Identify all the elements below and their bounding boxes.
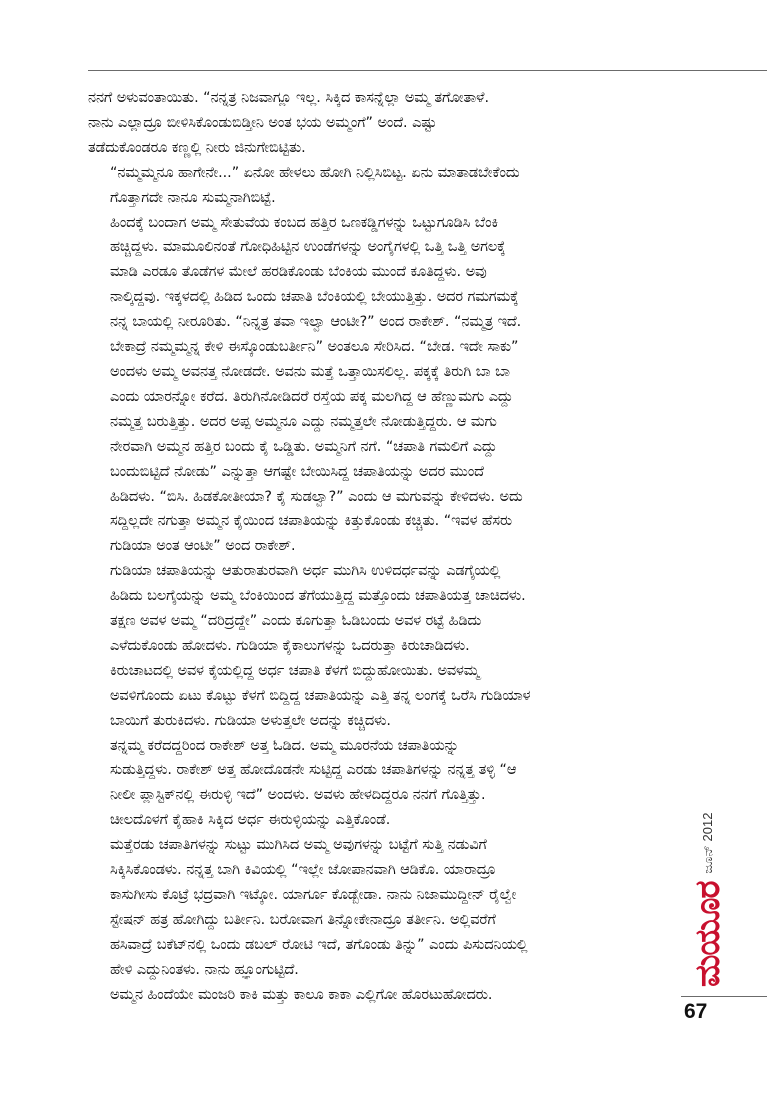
text-line: ಬಾಯಿಗೆ ತುರುಕಿದಳು. ಗುಡಿಯಾ ಅಳುತ್ತಲೇ ಅದನ್ನು ಕಚ್ಚಿದಳು. bbox=[110, 712, 391, 729]
paragraph bbox=[88, 983, 648, 1008]
text-line: ನಾಲ್ಕಿದ್ದವು. ಇಕ್ಕಳದಲ್ಲಿ ಹಿಡಿದ ಒಂದು ಚಪಾತಿ ಬೆಂಕಿಯಲ್ಲಿ ಬೇಯುತ್ತಿತ್ತು. ಅದರ ಗಮಗಮಕ್ಕೆ bbox=[110, 289, 519, 306]
text-line: ನೀಲೀ ಪ್ಲಾಸ್ಟಿಕ್‌ನಲ್ಲಿ ಈರುಳ್ಳಿ ಇದೆ” ಅಂದಳು. ಅವಳು ಹೇಳದಿದ್ದರೂ ನನಗೆ ಗೊತ್ತಿತ್ತು. bbox=[110, 787, 486, 804]
text-line: ತಕ್ಷಣ ಅವಳ ಅಮ್ಮ “ದರಿದ್ರದ್ದೇ” ಎಂದು ಕೂಗುತ್ತಾ ಓಡಿಬಂದು ಅವಳ ರಟ್ಟೆ ಹಿಡಿದು bbox=[110, 613, 482, 630]
text-line: ತಡೆದುಕೊಂಡರೂ ಕಣ್ಣಲ್ಲಿ ನೀರು ಜಿನುಗೇಬಿಟ್ಟಿತು. bbox=[88, 139, 306, 156]
text-line: ನೇರವಾಗಿ ಅಮ್ಮನ ಹತ್ತಿರ ಬಂದು ಕೈ ಒಡ್ಡಿತು. ಅಮ್ಮನಿಗೆ ನಗೆ. “ಚಪಾತಿ ಗಮಲಿಗೆ ಎದ್ದು bbox=[110, 438, 497, 455]
text-line: ಅಂದಳು ಅಮ್ಮ ಅವನತ್ತ ನೋಡದೇ. ಅವನು ಮತ್ತೆ ಒತ್ತಾಯಿಸಲಿಲ್ಲ. ಪಕ್ಕಕ್ಕೆ ತಿರುಗಿ ಬಾ ಬಾ bbox=[110, 363, 510, 380]
text-line: ಹೇಳಿ ಎದ್ದುನಿಂತಳು. ನಾನು ಹ್ಞೂಂಗುಟ್ಟಿದೆ. bbox=[110, 961, 299, 978]
magazine-logo: ಮಯೂರ bbox=[688, 881, 728, 987]
text-line: ನನಗೆ ಅಳುವಂತಾಯಿತು. “ನನ್ನತ್ರ ನಿಜವಾಗ್ಲೂ ಇಲ್ಲ. ಸಿಕ್ಕಿದ ಕಾಸನ್ನೆಲ್ಲಾ ಅಮ್ಮ ತಗೋತಾಳೆ. bbox=[88, 90, 490, 106]
text-line: ಅವಳಿಗೊಂದು ಏಟು ಕೊಟ್ಟು ಕೆಳಗೆ ಬಿದ್ದಿದ್ದ ಚಪಾತಿಯನ್ನು ಎತ್ತಿ ತನ್ನ ಲಂಗಕ್ಕೆ ಒರೆಸಿ ಗುಡಿಯಾಳ bbox=[110, 687, 531, 704]
text-line: ಸಿಕ್ಕಿಸಿಕೊಂಡಳು. ನನ್ನತ್ತ ಬಾಗಿ ಕಿವಿಯಲ್ಲಿ “ಇಲ್ಲೇ ಜೋಪಾನವಾಗಿ ಆಡಿಕೊ. ಯಾರಾದ್ರೂ bbox=[110, 862, 496, 879]
article-body bbox=[88, 86, 648, 1008]
text-line: ಗೊತ್ತಾಗದೇ ನಾನೂ ಸುಮ್ಮನಾಗಿಬಿಟ್ಟೆ. bbox=[110, 189, 276, 206]
text-line: ಅಮ್ಮನ ಹಿಂದೆಯೇ ಮಂಜರಿ ಕಾಕಿ ಮತ್ತು ಕಾಲೂ ಕಾಕಾ ಎಲ್ಲಿಗೋ ಹೊರಟುಹೋದರು. bbox=[110, 986, 493, 1003]
text-line: ಕಿರುಚಾಟದಲ್ಲಿ ಅವಳ ಕೈಯಲ್ಲಿದ್ದ ಅರ್ಧ ಚಪಾತಿ ಕೆಳಗೆ ಬಿದ್ದುಹೋಯಿತು. ಅವಳಮ್ಮ bbox=[110, 662, 480, 679]
text-line: ಸುಡುತ್ತಿದ್ದಳು. ರಾಕೇಶ್ ಅತ್ತ ಹೋದೊಡನೇ ಸುಟ್ಟಿದ್ದ ಎರಡು ಚಪಾತಿಗಳನ್ನು ನನ್ನತ್ತ ತಳ್ಳಿ “ಆ bbox=[110, 762, 517, 779]
text-line: ನನ್ನ ಬಾಯಲ್ಲಿ ನೀರೂರಿತು. “ನಿನ್ನತ್ರ ತವಾ ಇಲ್ವಾ ಆಂಟೀ?” ಅಂದ ರಾಕೇಶ್. “ನಮ್ಮತ್ರ ಇದೆ. bbox=[110, 314, 522, 331]
text-line: ಚೀಲದೊಳಗೆ ಕೈಹಾಕಿ ಸಿಕ್ಕಿದ ಅರ್ಧ ಈರುಳ್ಳಿಯನ್ನು ಎತ್ತಿಕೊಂಡೆ. bbox=[110, 812, 391, 829]
text-line: ಮಾಡಿ ಎರಡೂ ತೊಡೆಗಳ ಮೇಲೆ ಹರಡಿಕೊಂಡು ಬೆಂಕಿಯ ಮುಂದೆ ಕೂತಿದ್ದಳು. ಅವು bbox=[110, 264, 487, 281]
sidebar-masthead bbox=[681, 800, 733, 990]
text-line: ಕಾಸುಗೀಸು ಕೊಟ್ರೆ ಭದ್ರವಾಗಿ ಇಟ್ಕೋ. ಯಾರ್ಗೂ ಕೊಡ್ಬೇಡಾ. ನಾನು ನಿಜಾಮುದ್ದೀನ್ ರೈಲ್ವೇ bbox=[110, 887, 517, 903]
text-line: ಗುಡಿಯಾ ಚಪಾತಿಯನ್ನು ಆತುರಾತುರವಾಗಿ ಅರ್ಧ ಮುಗಿಸಿ ಉಳಿದರ್ಧವನ್ನು ಎಡಗೈಯಲ್ಲಿ bbox=[110, 563, 501, 580]
paragraph bbox=[88, 211, 648, 560]
text-line: ಎಂದು ಯಾರನ್ನೋ ಕರೆದ. ತಿರುಗಿನೋಡಿದರೆ ರಸ್ತೆಯ ಪಕ್ಕ ಮಲಗಿದ್ದ ಆ ಹೆಣ್ಣುಮಗು ಎದ್ದು bbox=[110, 388, 513, 405]
magazine-masthead bbox=[686, 801, 730, 987]
text-line: ಹಸಿವಾದ್ರೆ ಬಕೆಟ್‌ನಲ್ಲಿ ಒಂದು ಡಬಲ್ ರೋಟಿ ಇದೆ, ತಗೊಂಡು ತಿನ್ನು” ಎಂದು ಪಿಸುದನಿಯಲ್ಲಿ bbox=[110, 936, 528, 953]
text-line: ಸ್ಟೇಷನ್ ಹತ್ರ ಹೋಗಿದ್ದು ಬರ್ತೀನಿ. ಬರೋವಾಗ ತಿನ್ನೋಕೇನಾದ್ರೂ ತರ್ತೀನಿ. ಅಲ್ಲಿವರೆಗೆ bbox=[110, 911, 496, 928]
text-line: ತನ್ನಮ್ಮ ಕರೆದದ್ದರಿಂದ ರಾಕೇಶ್ ಅತ್ತ ಓಡಿದ. ಅಮ್ಮ ಮೂರನೆಯ ಚಪಾತಿಯನ್ನು bbox=[110, 737, 459, 754]
paragraph bbox=[88, 734, 648, 834]
text-line: ಮತ್ತೆರಡು ಚಪಾತಿಗಳನ್ನು ಸುಟ್ಟು ಮುಗಿಸಿದ ಅಮ್ಮ ಅವುಗಳನ್ನು ಬಟ್ಟೆಗೆ ಸುತ್ತಿ ನಡುವಿಗೆ bbox=[110, 837, 487, 854]
text-line: ನಾನು ಎಲ್ಲಾದ್ರೂ ಬೀಳಿಸಿಕೊಂಡುಬಿಡ್ತೀನಿ ಅಂತ ಭಯ ಅಮ್ಮಂಗೆ” ಅಂದೆ. ಎಷ್ಟು bbox=[88, 114, 437, 131]
page-number-divider bbox=[681, 996, 767, 997]
text-line: ಹಚ್ಚಿದ್ದಳು. ಮಾಮೂಲಿನಂತೆ ಗೋಧಿಹಿಟ್ಟಿನ ಉಂಡೆಗಳನ್ನು ಅಂಗೈಗಳಲ್ಲಿ ಒತ್ತಿ ಒತ್ತಿ ಅಗಲಕ್ಕೆ bbox=[110, 239, 506, 256]
paragraph bbox=[88, 559, 648, 733]
text-line: ಗುಡಿಯಾ ಅಂತ ಆಂಟೀ” ಅಂದ ರಾಕೇಶ್. bbox=[110, 538, 296, 555]
text-line: ಹಿಂದಕ್ಕೆ ಬಂದಾಗ ಅಮ್ಮ ಸೇತುವೆಯ ಕಂಬದ ಹತ್ತಿರ ಒಣಕಡ್ಡಿಗಳನ್ನು ಒಟ್ಟುಗೂಡಿಸಿ ಬೆಂಕಿ bbox=[110, 214, 499, 231]
paragraph bbox=[88, 161, 648, 211]
issue-date: ಜೂನ್ 2012 bbox=[700, 812, 715, 874]
paragraph bbox=[88, 86, 648, 161]
paragraph bbox=[88, 833, 648, 982]
text-line: ಸದ್ದಿಲ್ಲದೇ ನಗುತ್ತಾ ಅಮ್ಮನ ಕೈಯಿಂದ ಚಪಾತಿಯನ್ನು ಕಿತ್ತುಕೊಂಡು ಕಚ್ಚಿತು. “ಇವಳ ಹೆಸರು bbox=[110, 513, 513, 530]
text-line: ಎಳೆದುಕೊಂಡು ಹೋದಳು. ಗುಡಿಯಾ ಕೈಕಾಲುಗಳನ್ನು ಒದರುತ್ತಾ ಕಿರುಚಾಡಿದಳು. bbox=[110, 637, 470, 654]
text-line: ನಮ್ಮತ್ತ ಬರುತ್ತಿತ್ತು. ಅದರ ಅಪ್ಪ ಅಮ್ಮನೂ ಎದ್ದು ನಮ್ಮತ್ತಲೇ ನೋಡುತ್ತಿದ್ದರು. ಆ ಮಗು bbox=[110, 413, 497, 430]
text-line: ಹಿಡಿದು ಬಲಗೈಯನ್ನು ಅಮ್ಮ ಬೆಂಕಿಯಿಂದ ತೆಗೆಯುತ್ತಿದ್ದ ಮತ್ತೊಂದು ಚಪಾತಿಯತ್ತ ಚಾಚಿದಳು. bbox=[110, 588, 526, 605]
page-number: 67 bbox=[684, 1000, 708, 1023]
text-line: ಹಿಡಿದಳು. “ಬಿಸಿ. ಹಿಡಕೋತೀಯಾ? ಕೈ ಸುಡಲ್ವಾ?” ಎಂದು ಆ ಮಗುವನ್ನು ಕೇಳಿದಳು. ಅದು bbox=[110, 488, 523, 505]
text-line: ಬೇಕಾದ್ರೆ ನಮ್ಮಮ್ಮನ್ನ ಕೇಳಿ ಈಸ್ಕೊಂಡುಬರ್ತೀನಿ” ಅಂತಲೂ ಸೇರಿಸಿದ. “ಬೇಡ. ಇದೇ ಸಾಕು” bbox=[110, 339, 519, 356]
top-divider bbox=[88, 70, 767, 71]
text-line: ಬಂದುಬಿಟ್ಟಿದೆ ನೋಡು” ಎನ್ನುತ್ತಾ ಆಗಷ್ಟೇ ಬೇಯಿಸಿದ್ದ ಚಪಾತಿಯನ್ನು ಅದರ ಮುಂದೆ bbox=[110, 463, 484, 480]
text-line: “ನಮ್ಮಮ್ಮನೂ ಹಾಗೇನೇ...” ಏನೋ ಹೇಳಲು ಹೋಗಿ ನಿಲ್ಲಿಸಿಬಿಟ್ಟ. ಏನು ಮಾತಾಡಬೇಕೆಂದು bbox=[110, 164, 520, 181]
masthead-wrap bbox=[681, 800, 733, 990]
